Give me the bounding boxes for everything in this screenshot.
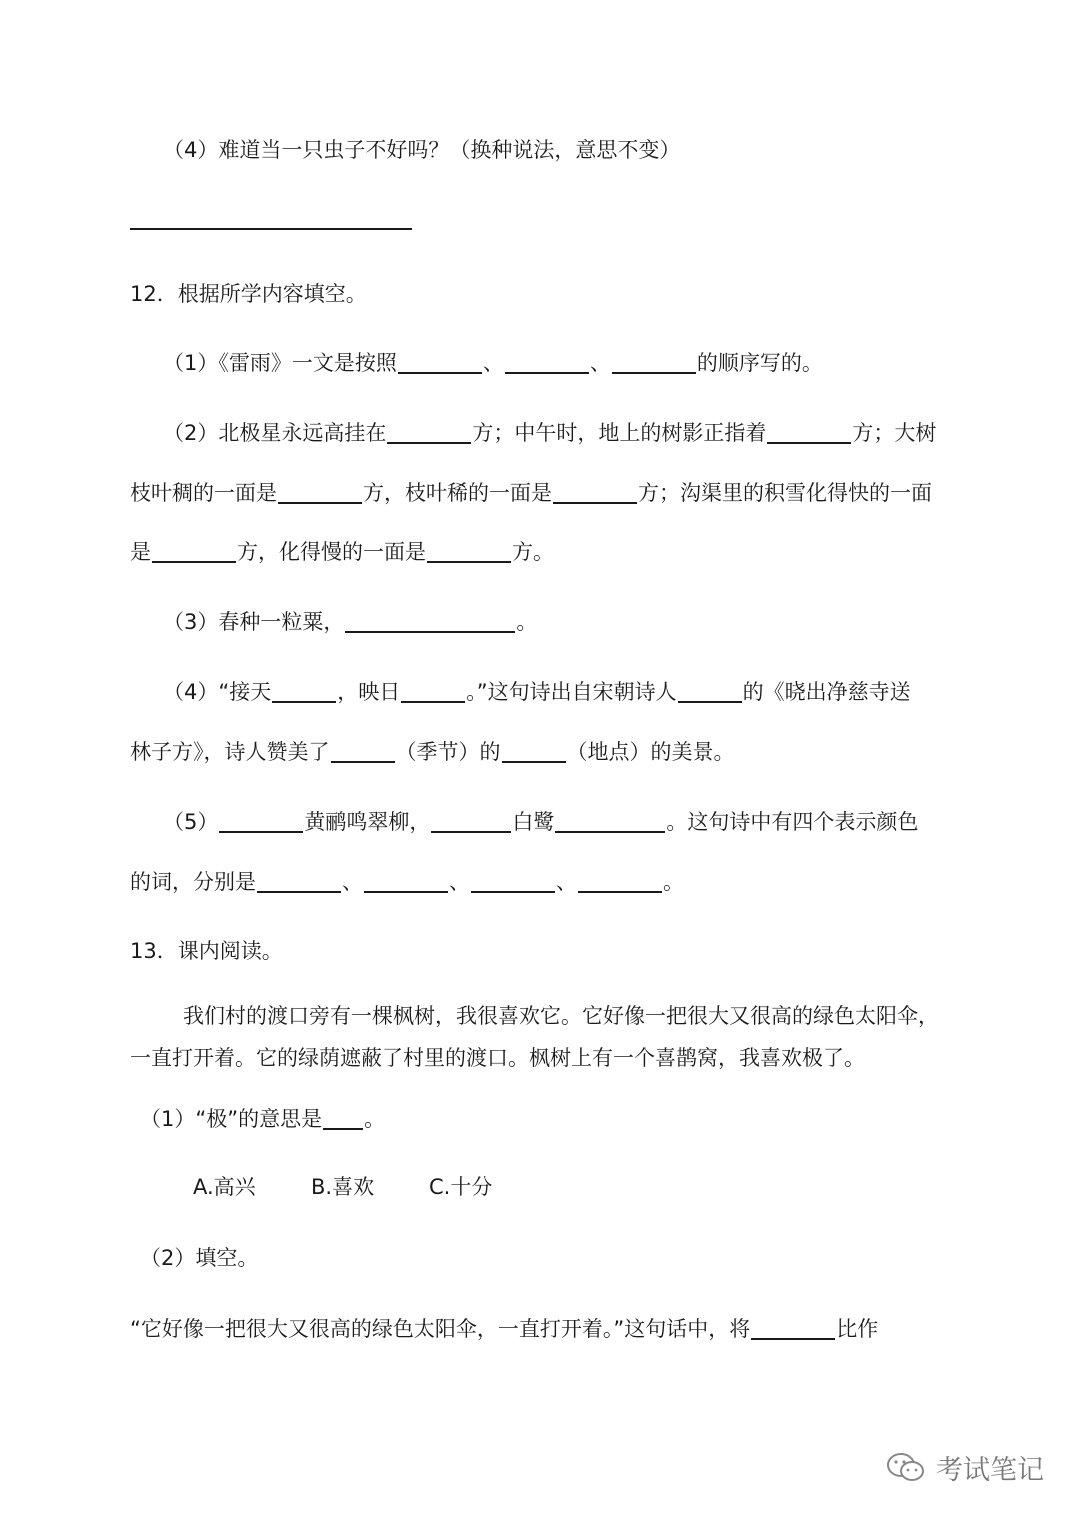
fill-blank[interactable] bbox=[505, 352, 589, 374]
q13-last-line: “它好像一把很大又很高的绿色太阳伞，一直打开着。”这句话中，将 比作 bbox=[130, 1317, 879, 1341]
fill-blank[interactable] bbox=[401, 681, 465, 703]
q12-item-1: （1）《雷雨》一文是按照 、 、 的顺序写的。 bbox=[163, 351, 823, 375]
fill-blank[interactable] bbox=[678, 681, 742, 703]
fill-blank[interactable] bbox=[612, 352, 696, 374]
fill-blank[interactable] bbox=[345, 611, 515, 633]
q12-item-4-line-2: 林子方》，诗人赞美了 （季节）的 （地点）的美景。 bbox=[130, 740, 735, 764]
fill-blank[interactable] bbox=[278, 482, 362, 504]
fill-blank[interactable] bbox=[387, 422, 471, 444]
watermark-text: 考试笔记 bbox=[936, 1455, 1044, 1486]
fill-blank[interactable] bbox=[219, 811, 303, 833]
question-13-title: 13．课内阅读。 bbox=[130, 939, 283, 963]
fill-blank[interactable] bbox=[427, 541, 511, 563]
fill-blank[interactable] bbox=[553, 482, 637, 504]
q12-item-3: （3）春种一粒粟， 。 bbox=[163, 610, 538, 634]
q12-item-2-line-3: 是 方，化得慢的一面是 方。 bbox=[130, 540, 554, 564]
option-b[interactable]: B.喜欢 bbox=[311, 1175, 375, 1199]
fill-blank[interactable] bbox=[152, 541, 236, 563]
q13-item-2: （2）填空。 bbox=[140, 1246, 259, 1270]
q11-item-4: （4）难道当一只虫子不好吗？（换种说法，意思不变） bbox=[163, 138, 681, 162]
q12-item-2-line-2: 枝叶稠的一面是 方，枝叶稀的一面是 方；沟渠里的积雪化得快的一面 bbox=[130, 481, 932, 505]
watermark bbox=[886, 1448, 1044, 1487]
fill-blank[interactable] bbox=[398, 352, 482, 374]
q12-item-5-line-2: 的词，分别是 、 、 、 。 bbox=[130, 870, 684, 894]
fill-blank[interactable] bbox=[767, 422, 851, 444]
option-c[interactable]: C.十分 bbox=[429, 1175, 493, 1199]
question-12-title: 12．根据所学内容填空。 bbox=[130, 282, 367, 306]
q12-item-5-line-1: （5） 黄鹂鸣翠柳， 白鹭 。这句诗中有四个表示颜色 bbox=[163, 810, 919, 834]
option-a[interactable]: A.高兴 bbox=[193, 1175, 256, 1199]
q13-item-1: （1）“极”的意思是 。 bbox=[140, 1107, 386, 1131]
fill-blank[interactable] bbox=[272, 681, 336, 703]
fill-blank[interactable] bbox=[502, 741, 566, 763]
fill-blank[interactable] bbox=[471, 871, 555, 893]
fill-blank[interactable] bbox=[331, 741, 395, 763]
reading-passage-line-2: 一直打开着。它的绿荫遮蔽了村里的渡口。枫树上有一个喜鹊窝，我喜欢极了。 bbox=[130, 1046, 865, 1070]
fill-blank[interactable] bbox=[257, 871, 341, 893]
wechat-icon bbox=[886, 1451, 926, 1485]
fill-blank[interactable] bbox=[578, 871, 662, 893]
reading-passage-line-1: 我们村的渡口旁有一棵枫树，我很喜欢它。它好像一把很大又很高的绿色太阳伞， bbox=[183, 1004, 939, 1028]
fill-blank[interactable] bbox=[323, 1108, 363, 1130]
q12-item-4-line-1: （4）“接天 ，映日 。”这句诗出自宋朝诗人 的《晓出净慈寺送 bbox=[163, 680, 911, 704]
q13-options bbox=[193, 1177, 492, 1198]
fill-blank[interactable] bbox=[431, 811, 511, 833]
fill-blank[interactable] bbox=[364, 871, 448, 893]
fill-blank[interactable] bbox=[555, 811, 665, 833]
q12-item-2-line-1: （2）北极星永远高挂在 方；中午时，地上的树影正指着 方；大树 bbox=[163, 421, 937, 445]
fill-blank[interactable] bbox=[751, 1318, 835, 1340]
answer-line[interactable] bbox=[130, 228, 412, 230]
